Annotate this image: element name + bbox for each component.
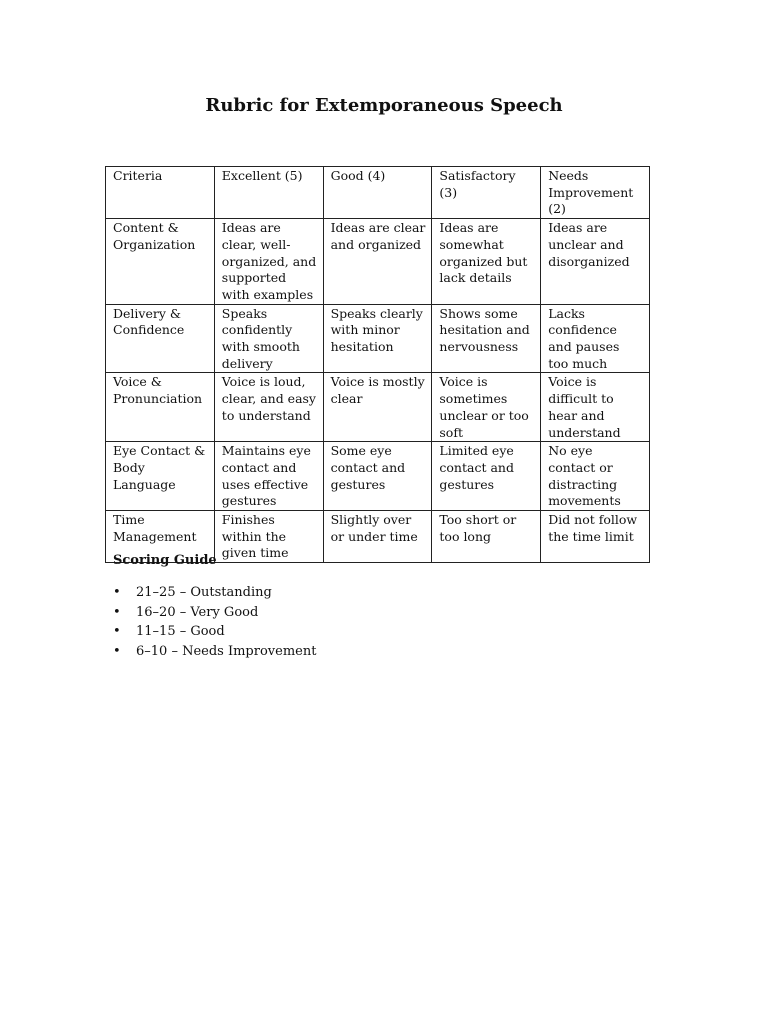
table-cell: Voice is loud, clear, and easy to understand (214, 373, 323, 442)
list-item-label: 21–25 – Outstanding (136, 585, 272, 600)
table-cell: Ideas are clear and organized (323, 219, 432, 305)
bullet-icon: • (113, 624, 121, 639)
table-cell: No eye contact or distracting movements (541, 442, 650, 511)
list-item-label: 11–15 – Good (136, 624, 225, 639)
table-cell: Eye Contact & Body Language (106, 442, 215, 511)
table-cell: Shows some hesitation and nervousness (432, 304, 541, 373)
header-cell-satisfactory: Satisfactory (3) (432, 167, 541, 219)
table-cell: Limited eye contact and gestures (432, 442, 541, 511)
table-row (106, 373, 650, 442)
table-header-row (106, 167, 650, 219)
table-cell: Maintains eye contact and uses effective gestures (214, 442, 323, 511)
table-cell: Speaks confidently with smooth delivery (214, 304, 323, 373)
table-cell: Too short or too long (432, 511, 541, 563)
table-cell: Speaks clearly with minor hesitation (323, 304, 432, 373)
header-cell-criteria: Criteria (106, 167, 215, 219)
rubric-table (105, 166, 650, 563)
table-cell: Voice & Pronunciation (106, 373, 215, 442)
table-cell: Delivery & Confidence (106, 304, 215, 373)
table-cell: Did not follow the time limit (541, 511, 650, 563)
list-item (113, 643, 316, 663)
table-row (106, 304, 650, 373)
header-cell-needs-improvement: Needs Improvement (2) (541, 167, 650, 219)
header-cell-good: Good (4) (323, 167, 432, 219)
table-cell: Lacks confidence and pauses too much (541, 304, 650, 373)
table-cell: Content & Organization (106, 219, 215, 305)
table-row (106, 442, 650, 511)
list-item (113, 623, 316, 643)
table-cell: Voice is mostly clear (323, 373, 432, 442)
bullet-icon: • (113, 585, 121, 600)
table-cell: Ideas are somewhat organized but lack details (432, 219, 541, 305)
scoring-guide-title: Scoring Guide (113, 553, 217, 568)
table-row (106, 219, 650, 305)
table-cell: Ideas are unclear and disorganized (541, 219, 650, 305)
table-cell: Voice is difficult to hear and understand (541, 373, 650, 442)
table-cell: Finishes within the given time (214, 511, 323, 563)
document-title: Rubric for Extemporaneous Speech (205, 95, 563, 116)
list-item-label: 16–20 – Very Good (136, 604, 259, 620)
table-cell: Ideas are clear, well-organized, and supported with examples (214, 219, 323, 305)
bullet-icon: • (113, 643, 121, 659)
list-item-label: 6–10 – Needs Improvement (136, 643, 317, 659)
table-cell: Some eye contact and gestures (323, 442, 432, 511)
scoring-guide-list (113, 584, 316, 662)
list-item (113, 604, 316, 624)
header-cell-excellent: Excellent (5) (214, 167, 323, 219)
table-cell: Time Management (106, 511, 215, 563)
table-cell: Voice is sometimes unclear or too soft (432, 373, 541, 442)
list-item (113, 584, 316, 604)
bullet-icon: • (113, 604, 121, 620)
table-cell: Slightly over or under time (323, 511, 432, 563)
